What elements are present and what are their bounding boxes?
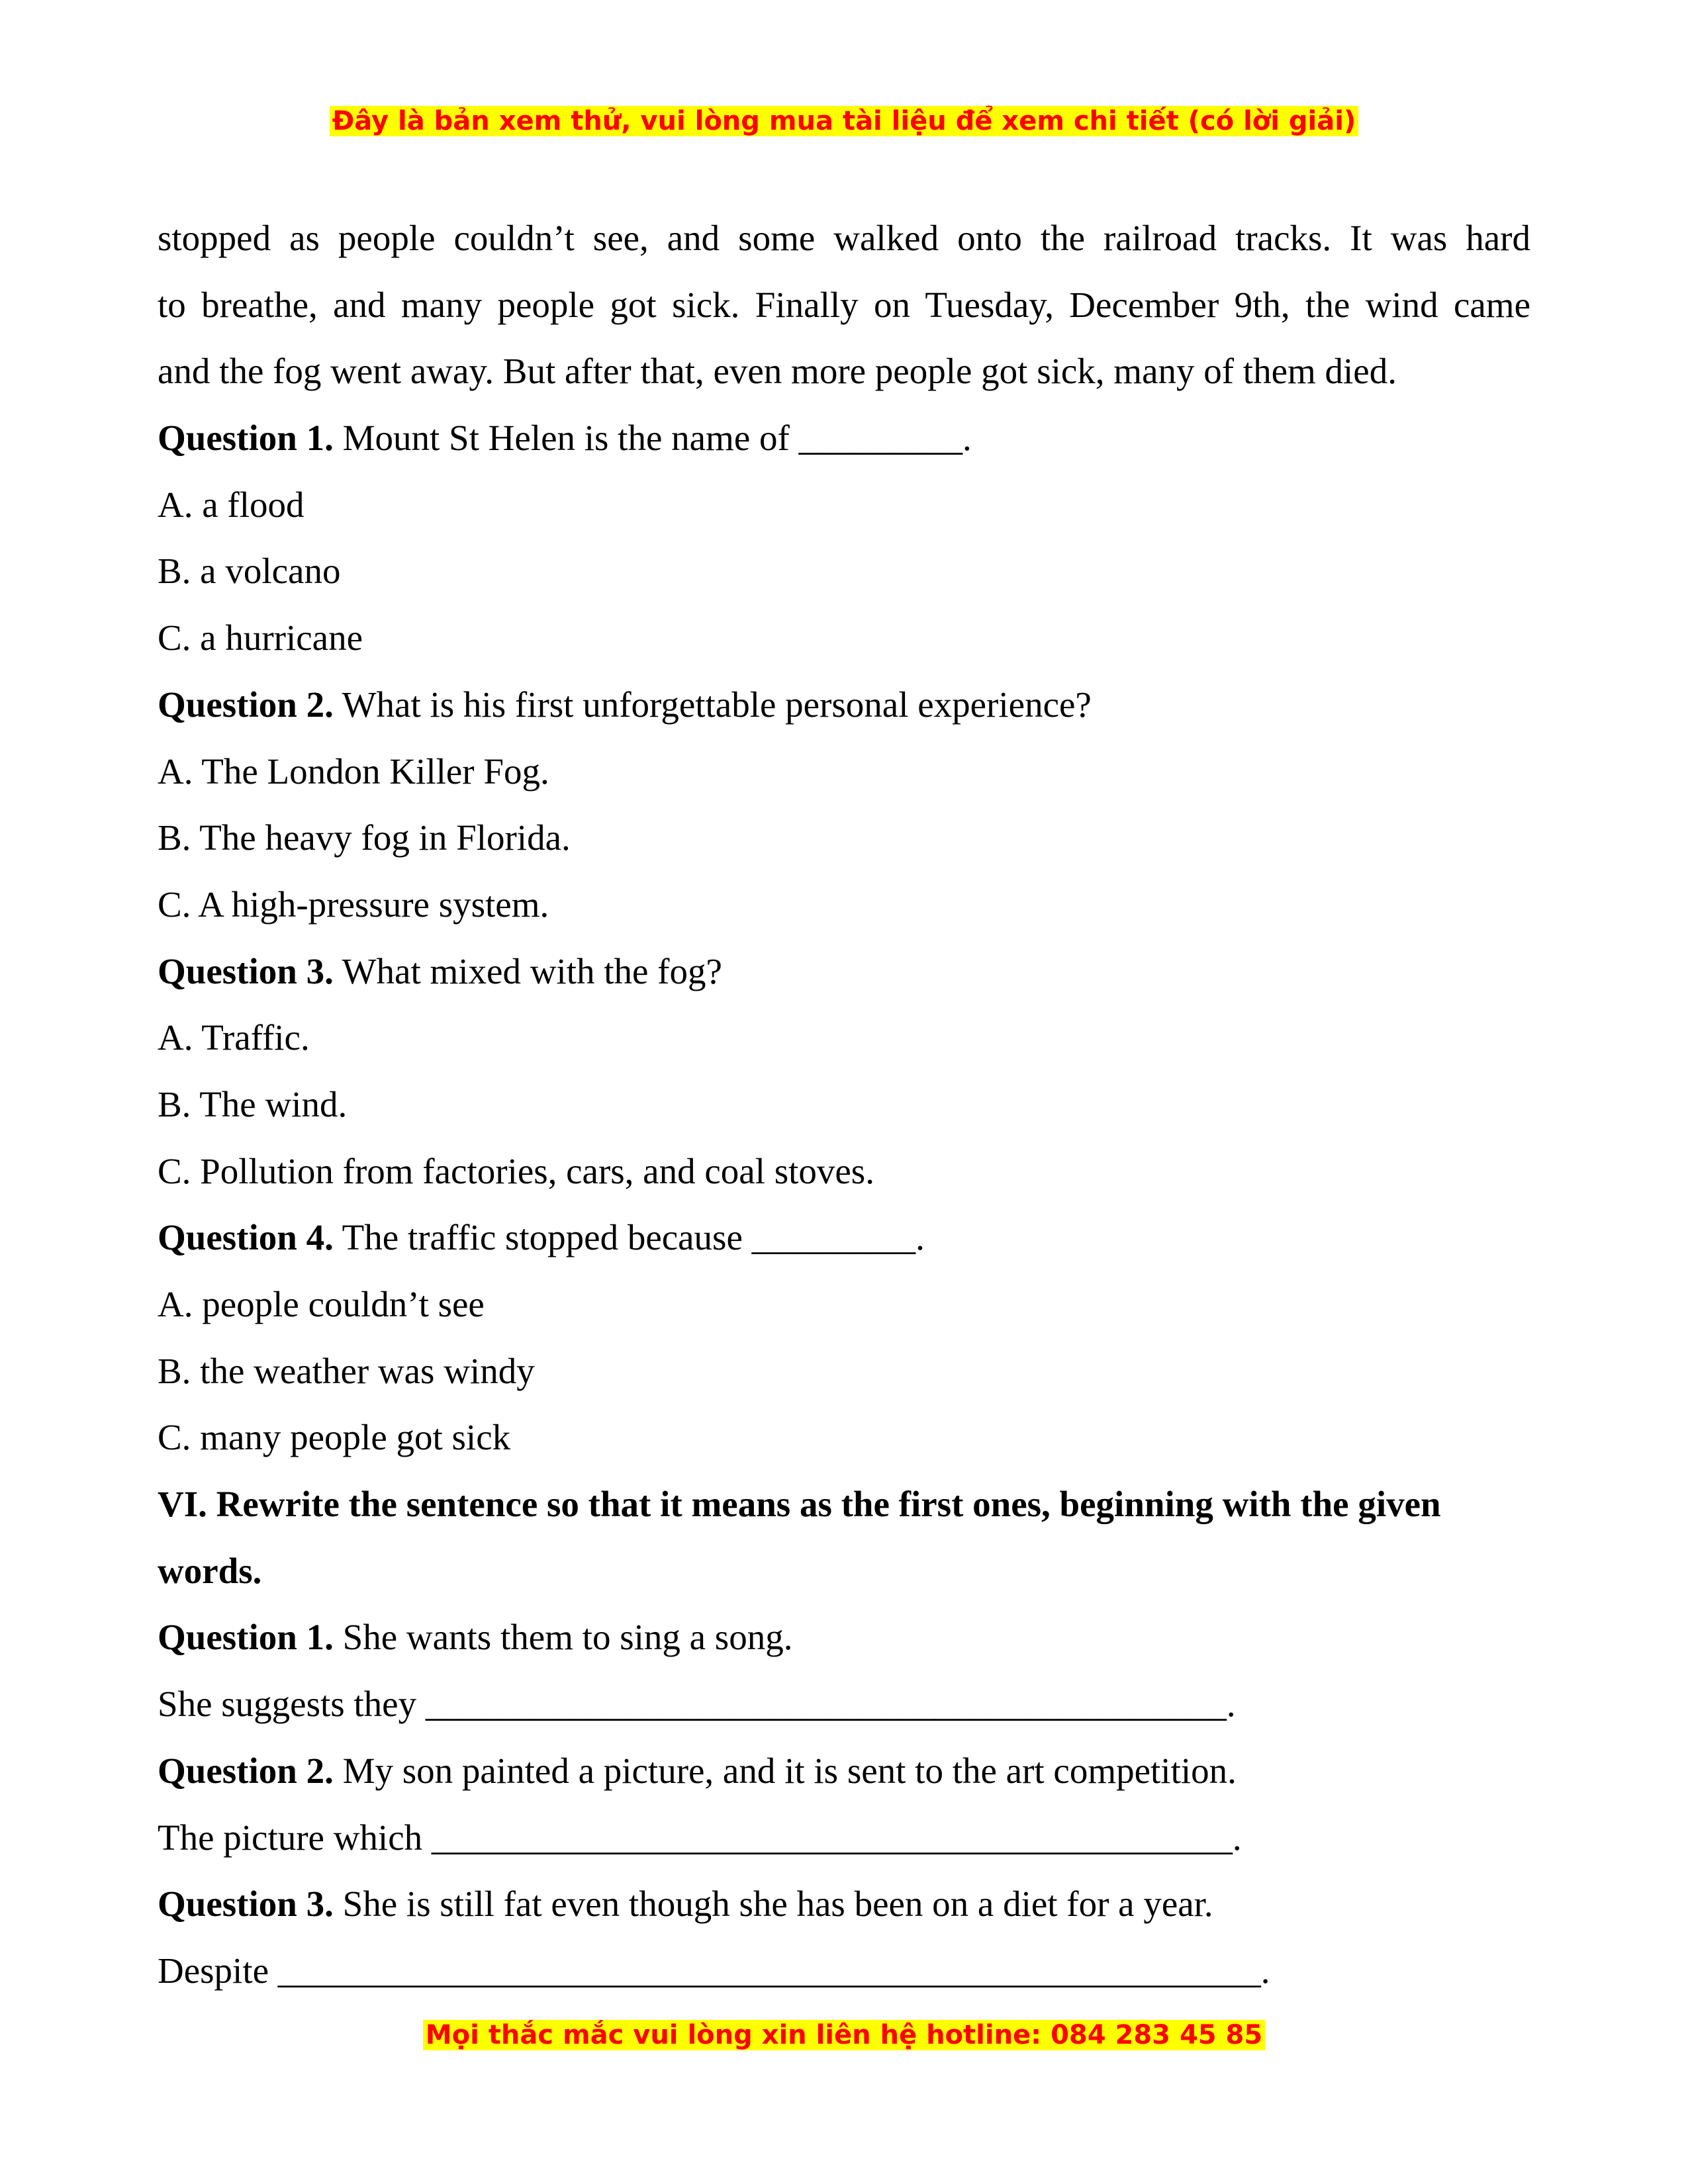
answer-option: A. a flood	[158, 484, 305, 525]
question-text: What is his first unforgettable personal experience?	[333, 684, 1092, 725]
answer-option: B. The wind.	[158, 1083, 348, 1124]
answer-option: C. a hurricane	[158, 617, 363, 659]
rewrite-question-1	[158, 1604, 1530, 1671]
hotline-banner	[0, 2016, 1688, 2054]
question-label: Question 3.	[158, 1884, 334, 1925]
question-text: She wants them to sing a song.	[333, 1617, 793, 1658]
question-text: Mount St Helen is the name of _________.	[333, 418, 972, 459]
question-label: Question 2.	[158, 1750, 334, 1791]
question-label: Question 3.	[158, 950, 334, 991]
section-heading: VI. Rewrite the sentence so that it means as the first ones, beginning with the given words.	[158, 1484, 1441, 1591]
question-2	[158, 672, 1530, 739]
passage-line: to breathe, and many people got sick. Finally on Tuesday, December 9th, the wind came	[158, 284, 1530, 325]
rewrite-answer-line: She suggests they ____________________________________________.	[158, 1684, 1236, 1725]
passage-line: and the fog went away. But after that, even more people got sick, many of them died.	[158, 351, 1397, 392]
passage-line: stopped as people couldn’t see, and some walked onto the railroad tracks. It was hard	[158, 218, 1530, 258]
preview-notice-banner	[0, 102, 1688, 140]
question-label: Question 1.	[158, 418, 334, 459]
question-1	[158, 405, 1530, 472]
answer-option: C. A high-pressure system.	[158, 884, 549, 925]
answer-option: A. people couldn’t see	[158, 1284, 485, 1324]
rewrite-answer-line: The picture which ____________________________________________.	[158, 1817, 1242, 1858]
rewrite-answer-line: Despite ______________________________________________________.	[158, 1950, 1270, 1991]
question-label: Question 2.	[158, 684, 334, 725]
answer-option: B. a volcano	[158, 551, 341, 592]
answer-option: C. many people got sick	[158, 1417, 511, 1458]
question-label: Question 4.	[158, 1217, 334, 1258]
question-text: The traffic stopped because _________.	[333, 1217, 925, 1258]
hotline-text: Mọi thắc mắc vui lòng xin liên hệ hotline: 084 283 45 85	[423, 2020, 1265, 2050]
document-body	[158, 205, 1530, 2005]
question-4	[158, 1205, 1530, 1271]
question-text: My son painted a picture, and it is sent to the art competition.	[333, 1750, 1237, 1791]
question-3	[158, 938, 1530, 1005]
rewrite-question-3	[158, 1871, 1530, 1938]
question-label: Question 1.	[158, 1617, 334, 1658]
answer-option: C. Pollution from factories, cars, and coal stoves.	[158, 1150, 874, 1191]
answer-option: B. The heavy fog in Florida.	[158, 817, 571, 858]
rewrite-question-2	[158, 1738, 1530, 1805]
question-text: What mixed with the fog?	[333, 950, 722, 991]
answer-option: A. The London Killer Fog.	[158, 751, 549, 792]
answer-option: A. Traffic.	[158, 1017, 310, 1058]
preview-notice-text: Đây là bản xem thử, vui lòng mua tài liệu để xem chi tiết (có lời giải)	[330, 106, 1358, 136]
answer-option: B. the weather was windy	[158, 1350, 535, 1391]
question-text: She is still fat even though she has been on a diet for a year.	[333, 1884, 1213, 1925]
